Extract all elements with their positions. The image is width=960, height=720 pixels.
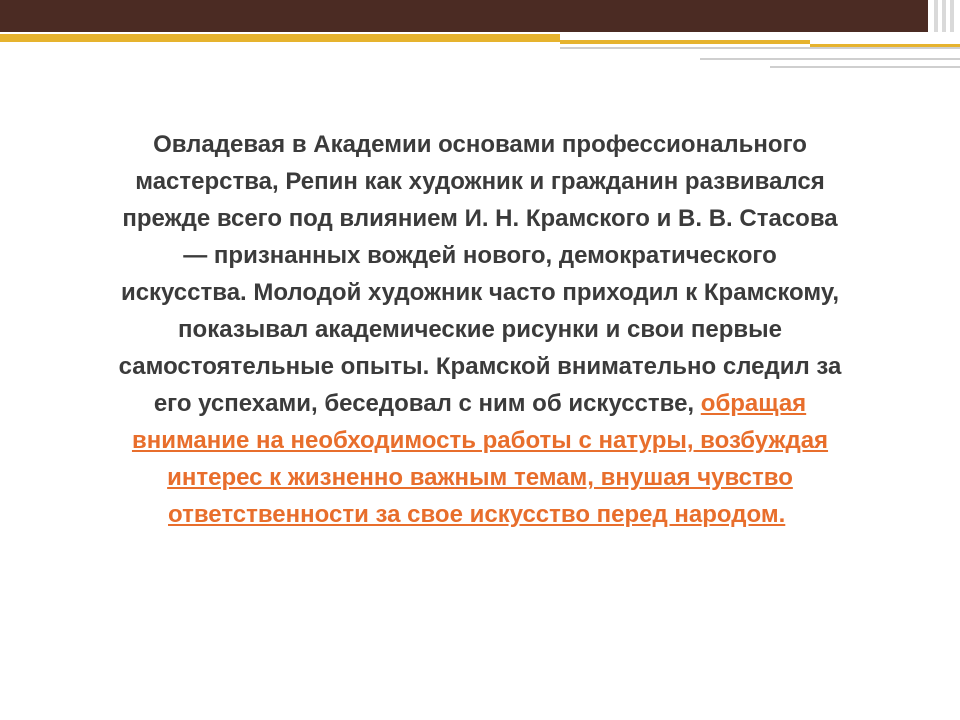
gold-accent-line xyxy=(0,34,560,42)
gray-accent-line xyxy=(700,58,960,60)
header-band xyxy=(0,0,928,32)
gray-accent-line xyxy=(560,47,960,49)
decorative-stripe xyxy=(942,0,946,32)
body-text-main: Овладевая в Академии основами профессионального мастерства, Репин как художник и гражданин развивался прежде всего под влиянием И. Н. Крамского и В. В. Стасова — признанных вождей нового, демократического искусства. Молодой художник часто приходил к Крамскому, показывал академические рисунки и свои первые самостоятельные опыты. Крамской внимательно следил за его успехами, беседовал с ним об искусстве, xyxy=(118,131,842,417)
gold-accent-line xyxy=(560,40,810,44)
gray-accent-line xyxy=(770,66,960,68)
highlighted-link-text[interactable]: обращая внимание на необходимость работы с натуры, возбуждая интерес к жизненно важным темам, внушая чувство ответственности за свое искусство перед народом. xyxy=(131,390,829,528)
slide-body-text xyxy=(118,126,842,533)
decorative-stripe xyxy=(934,0,938,32)
decorative-stripe xyxy=(950,0,954,32)
